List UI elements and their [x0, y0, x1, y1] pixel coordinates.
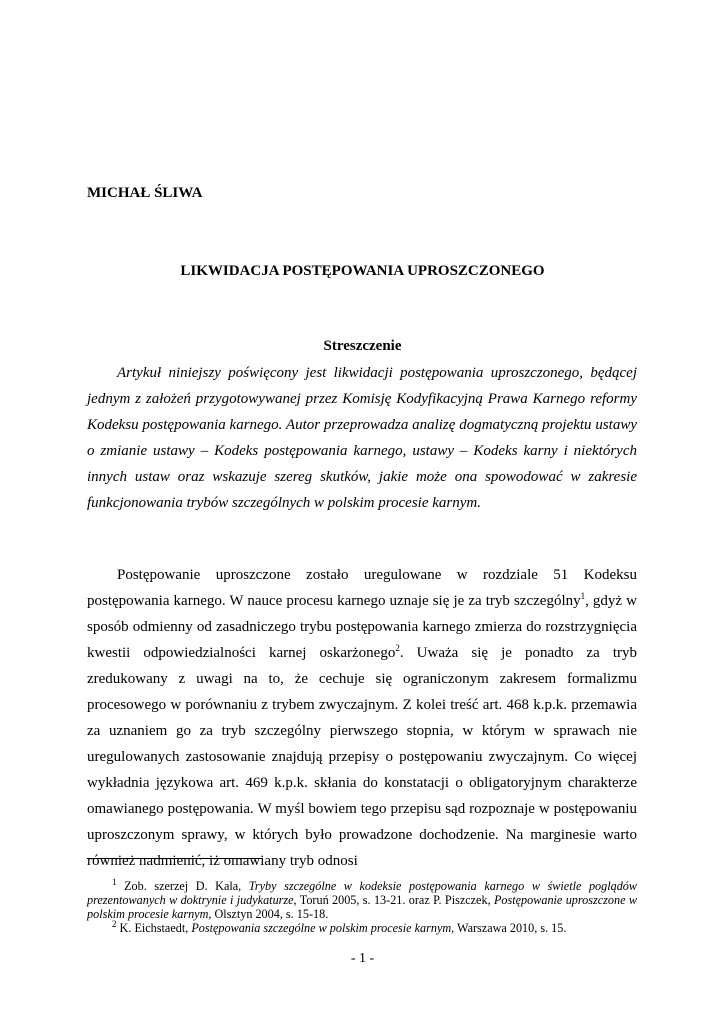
footnote-1	[87, 876, 638, 921]
footnote-ref-2[interactable]: 2	[395, 643, 400, 653]
footnote-1-text-3: Olsztyn 2004, s. 15-18.	[211, 907, 329, 921]
body-text-part-2: , gdyż w sposób odmienny od zasadniczego trybu postępowania karnego zmierza do rozstrzygnięcia kwestii odpowiedzialności karnej oskarżonego	[87, 593, 637, 661]
footnotes	[87, 876, 638, 935]
footnote-1-title: Tryby szczególne w kodeksie postępowania karnego w świetle poglądów prezentowanych w doktrynie i judykaturze,	[87, 879, 638, 907]
body-paragraph	[87, 562, 637, 874]
abstract-text: Artykuł niniejszy poświęcony jest likwidacji postępowania uproszczonego, będącej jednym z założeń przygotowywanej przez Komisję Kodyfikacyjną Prawa Karnego reformy Kodeksu postępowania karnego. Autor przeprowadza analizę dogmatyczną projektu ustawy o zmianie ustawy – Kodeks postępowania karnego, ustawy – Kodeks karny i niektórych innych ustaw oraz wskazuje szereg skutków, jakie może ona spowodować w zakresie funkcjonowania trybów szczególnych w polskim procesie karnym.	[87, 365, 637, 511]
body-text-part-1: Postępowanie uproszczone zostało uregulowane w rozdziale 51 Kodeksu postępowania karnego. W nauce procesu karnego uznaje się je za tryb szczególny	[87, 567, 637, 609]
footnote-2-title: Postępowania szczególne w polskim procesie karnym,	[191, 921, 455, 935]
article-title: LIKWIDACJA POSTĘPOWANIA UPROSZCZONEGO	[180, 263, 545, 279]
footnote-separator	[87, 858, 262, 859]
footnote-2-text: K. Eichstaedt,	[119, 921, 192, 935]
page-number: - 1 -	[350, 951, 375, 966]
footnote-1-text-2: Toruń 2005, s. 13-21. oraz P. Piszczek,	[296, 893, 494, 907]
footnote-2	[87, 918, 637, 935]
footnote-1-text: Zob. szerzej D. Kala,	[124, 879, 249, 893]
footnote-1-number: 1	[112, 876, 117, 887]
abstract-heading: Streszczenie	[323, 338, 402, 354]
author-name: MICHAŁ ŚLIWA	[87, 185, 203, 201]
footnote-2-text-2: Warszawa 2010, s. 15.	[454, 921, 567, 935]
footnote-1-title-2: Postępowanie uproszczone w polskim procesie karnym,	[87, 893, 637, 921]
footnote-2-number: 2	[112, 918, 117, 929]
footnote-ref-1[interactable]: 1	[580, 591, 586, 601]
body-text-part-3: . Uważa się je ponadto za tryb zredukowany z uwagi na to, że cechuje się ograniczonym zakresem formalizmu procesowego w porównaniu z trybem zwyczajnym. Z kolei treść art. 468 k.p.k. przemawia za uznaniem go za tryb szczególny pierwszego stopnia, w którym w sprawach nie uregulowanych zastosowanie znajdują przepisy o postępowaniu zwyczajnym. Co więcej wykładnia językowa art. 469 k.p.k. skłania do konstatacji o obligatoryjnym charakterze omawianego postępowania. W myśl bowiem tego przepisu sąd rozpoznaje w postępowaniu uproszczonym sprawy, w których było prowadzone dochodzenie. Na marginesie warto również nadmienić, iż omawiany tryb odnosi	[87, 645, 637, 869]
